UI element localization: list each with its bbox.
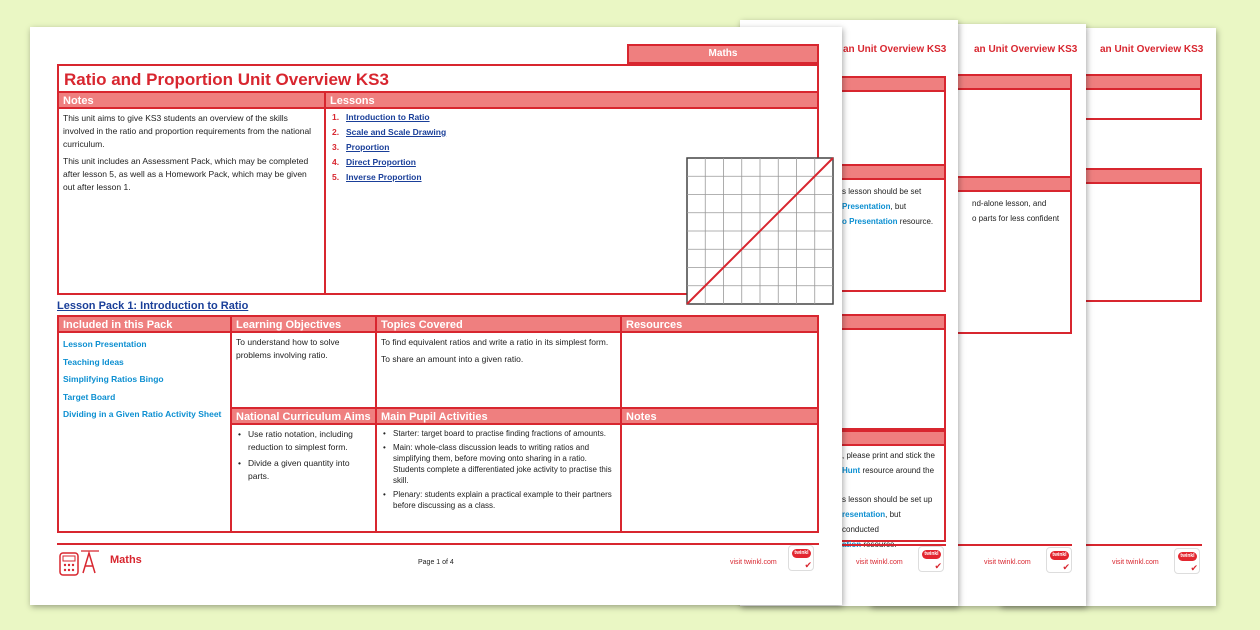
subject-tab: Maths — [627, 44, 819, 64]
resources-cell — [622, 317, 817, 409]
resources-heading: Resources — [622, 317, 817, 333]
aims-heading: National Curriculum Aims — [232, 409, 375, 425]
back-footer-url: visit twinkl.com — [984, 559, 1031, 566]
lesson-link[interactable]: Direct Proportion — [346, 157, 416, 167]
resource-link[interactable]: Dividing in a Given Ratio Activity Sheet — [63, 409, 222, 419]
main-page — [30, 27, 842, 605]
lessons-heading: Lessons — [326, 93, 817, 109]
lesson-pack-title[interactable]: Lesson Pack 1: Introduction to Ratio — [57, 300, 249, 312]
maths-calculator-icon — [57, 547, 101, 577]
table-notes-heading: Notes — [622, 409, 817, 425]
activity-item: • Starter: target board to practise finding fractions of amounts. — [381, 428, 616, 439]
activities-cell — [377, 409, 622, 531]
back-box-4: , please print and stick the Hunt resource around the s lesson should be set up resentation, but conducted — [740, 430, 946, 542]
aim-item: • Divide a given quantity into parts. — [236, 457, 371, 483]
lesson-item: 3. Proportion — [332, 142, 390, 152]
resource-link[interactable]: Lesson Presentation — [63, 339, 147, 349]
notes-paragraph: This unit aims to give KS3 students an overview of the skills involved in the ratio and proportion requirements from the national curriculum. — [63, 113, 312, 149]
footer-subject: Maths — [110, 554, 142, 566]
topics-heading: Topics Covered — [377, 317, 620, 333]
back-lessons-box: nd-alone lesson, and o parts for less confident — [870, 176, 1072, 334]
back-footer-url: visit twinkl.com — [856, 559, 903, 566]
twinkl-logo-icon: twinkl ✔ — [1046, 547, 1072, 573]
notes-section — [59, 93, 326, 293]
twinkl-logo-icon: twinkl ✔ — [1174, 548, 1200, 574]
resource-link[interactable]: Teaching Ideas — [63, 356, 124, 367]
topics-cell — [377, 317, 622, 409]
lesson-item: 1. Introduction to Ratio — [332, 112, 430, 122]
lesson-link[interactable]: Scale and Scale Drawing — [346, 127, 447, 137]
objectives-cell — [232, 317, 377, 409]
footer-url[interactable]: visit twinkl.com — [730, 559, 777, 566]
topic-item: To find equivalent ratios and write a ratio in its simplest form. — [381, 337, 609, 347]
back-page-title: an Unit Overview KS3 — [843, 44, 947, 55]
lesson-item: 2. Scale and Scale Drawing — [332, 127, 447, 137]
table-notes-cell — [622, 409, 817, 531]
lesson-pack-table — [57, 315, 819, 533]
back-footer-url: visit twinkl.com — [1112, 559, 1159, 566]
lesson-item: 4. Direct Proportion — [332, 157, 416, 167]
objectives-heading: Learning Objectives — [232, 317, 375, 333]
back-page-title: an Unit Overview KS3 — [1100, 44, 1204, 55]
twinkl-logo-icon: twinkl ✔ — [788, 545, 814, 571]
lesson-link[interactable]: Introduction to Ratio — [346, 112, 430, 122]
included-heading: Included in this Pack — [59, 317, 230, 333]
back-page-title: an Unit Overview KS3 — [974, 44, 1078, 55]
aims-cell — [232, 409, 377, 531]
lesson-link[interactable]: Inverse Proportion — [346, 172, 422, 182]
aim-item: • Use ratio notation, including reduction to simplest form. — [236, 428, 371, 454]
notes-heading: Notes — [59, 93, 324, 109]
page-number: Page 1 of 4 — [418, 559, 454, 566]
included-column — [59, 317, 232, 531]
activity-item: • Plenary: students explain a practical example to their partners before discussing as a class. — [381, 489, 616, 511]
activities-heading: Main Pupil Activities — [377, 409, 620, 425]
footer-divider — [57, 543, 819, 545]
overview-box — [57, 64, 819, 295]
resource-link[interactable]: Simplifying Ratios Bingo — [63, 374, 164, 384]
objectives-text: To understand how to solve problems involving ratio. — [236, 337, 340, 360]
lessons-section — [326, 93, 817, 293]
ratio-grid-illustration — [686, 157, 834, 305]
twinkl-logo-icon: twinkl ✔ — [918, 546, 944, 572]
lesson-item: 5. Inverse Proportion — [332, 172, 422, 182]
resource-link[interactable]: Target Board — [63, 391, 116, 402]
notes-paragraph: This unit includes an Assessment Pack, which may be completed after lesson 5, as well as a Homework Pack, which may be given out after lesson 1. — [63, 156, 309, 192]
activity-item: • Main: whole-class discussion leads to writing ratios and simplifying them, before moving onto sharing in a ratio. Students complete a differentiated joke activity to practise this skill. — [381, 442, 616, 486]
back-box-2: s lesson should be set Presentation, but o Presentation resource. — [740, 164, 946, 292]
lesson-link[interactable]: Proportion — [346, 142, 390, 152]
topic-item: To share an amount into a given ratio. — [381, 354, 524, 364]
page-title: Ratio and Proportion Unit Overview KS3 — [59, 66, 817, 93]
